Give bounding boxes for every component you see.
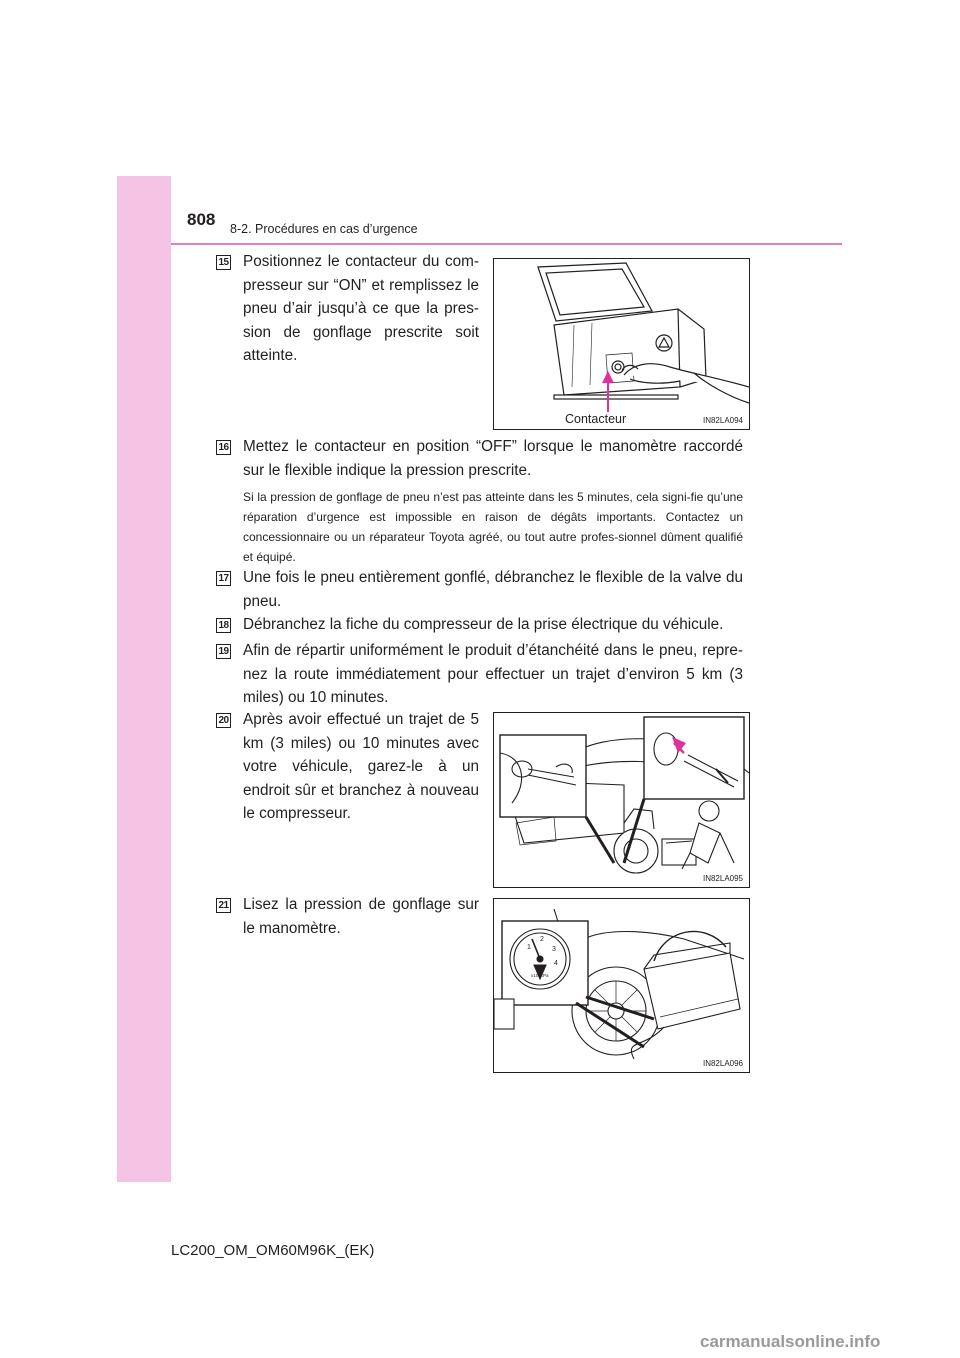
- footer-model-code: LC200_OM_OM60M96K_(EK): [171, 1242, 375, 1259]
- compressor-switch-illustration: [494, 259, 749, 429]
- step-text-19: Afin de répartir uniformément le produit d’étanchéité dans le pneu, repre-nez la route immédiatement pour effectuer un trajet d’environ 5 km (3 miles) ou 10 minutes.: [243, 642, 743, 706]
- gauge-mark-3: 3: [552, 946, 556, 953]
- chapter-sidebar: [117, 176, 171, 1182]
- step-text-20: Après avoir effectué un trajet de 5 km (3 miles) ou 10 minutes avec votre véhicule, garez-le à un endroit sûr et branchez à nouveau le compresseur.: [243, 711, 479, 822]
- gauge-mark-4: 4: [554, 960, 558, 967]
- reconnect-compressor-illustration: [494, 713, 749, 887]
- step-number-19: 19: [216, 644, 231, 659]
- figure-code: IN82LA096: [702, 1059, 743, 1068]
- step-number-16: 16: [216, 440, 231, 455]
- step-number-15: 15: [216, 255, 231, 270]
- gauge-unit-label: x100kPa: [531, 973, 549, 978]
- step-note-16: Si la pression de gonflage de pneu n’est pas atteinte dans les 5 minutes, cela signi-fie qu’une réparation d’urgence est impossible en raison de dégâts importants. Contactez un concessionnaire ou un réparateur Toyota agréé, ou tout autre profes-sionnel dûment qualifié et équipé.: [243, 490, 743, 564]
- figure-compressor-switch: [493, 258, 750, 430]
- step-number-20: 20: [216, 713, 231, 728]
- gauge-mark-1: 1: [527, 944, 531, 951]
- step-text-18: Débranchez la fiche du compresseur de la prise électrique du véhicule.: [243, 616, 724, 633]
- figure-code: IN82LA095: [702, 874, 743, 883]
- figure-pressure-gauge: [493, 898, 750, 1073]
- step-number-18: 18: [216, 618, 231, 633]
- step-number-21: 21: [216, 898, 231, 913]
- step-text-15: Positionnez le contacteur du com-presseur sur “ON” et remplissez le pneu d’air jusqu’à ce que la pres-sion de gonflage prescrite soit atteinte.: [243, 253, 479, 364]
- page-number: 808: [187, 210, 216, 229]
- step-number-17: 17: [216, 571, 231, 586]
- section-title: 8-2. Procédures en cas d’urgence: [230, 222, 418, 236]
- watermark-text: carmanualsonline.info: [700, 1332, 881, 1351]
- pressure-gauge-illustration: [494, 899, 749, 1072]
- step-text-21: Lisez la pression de gonflage sur le manomètre.: [243, 896, 479, 937]
- step-text-16: Mettez le contacteur en position “OFF” lorsque le manomètre raccordé sur le flexible indique la pression prescrite.: [243, 438, 743, 479]
- figure-code: IN82LA094: [702, 416, 743, 425]
- gauge-mark-2: 2: [540, 936, 544, 943]
- figure-callout-label: Contacteur: [565, 412, 627, 426]
- header-divider: [171, 243, 842, 245]
- figure-reconnect-compressor: [493, 712, 750, 888]
- step-text-17: Une fois le pneu entièrement gonflé, débranchez le flexible de la valve du pneu.: [243, 569, 743, 610]
